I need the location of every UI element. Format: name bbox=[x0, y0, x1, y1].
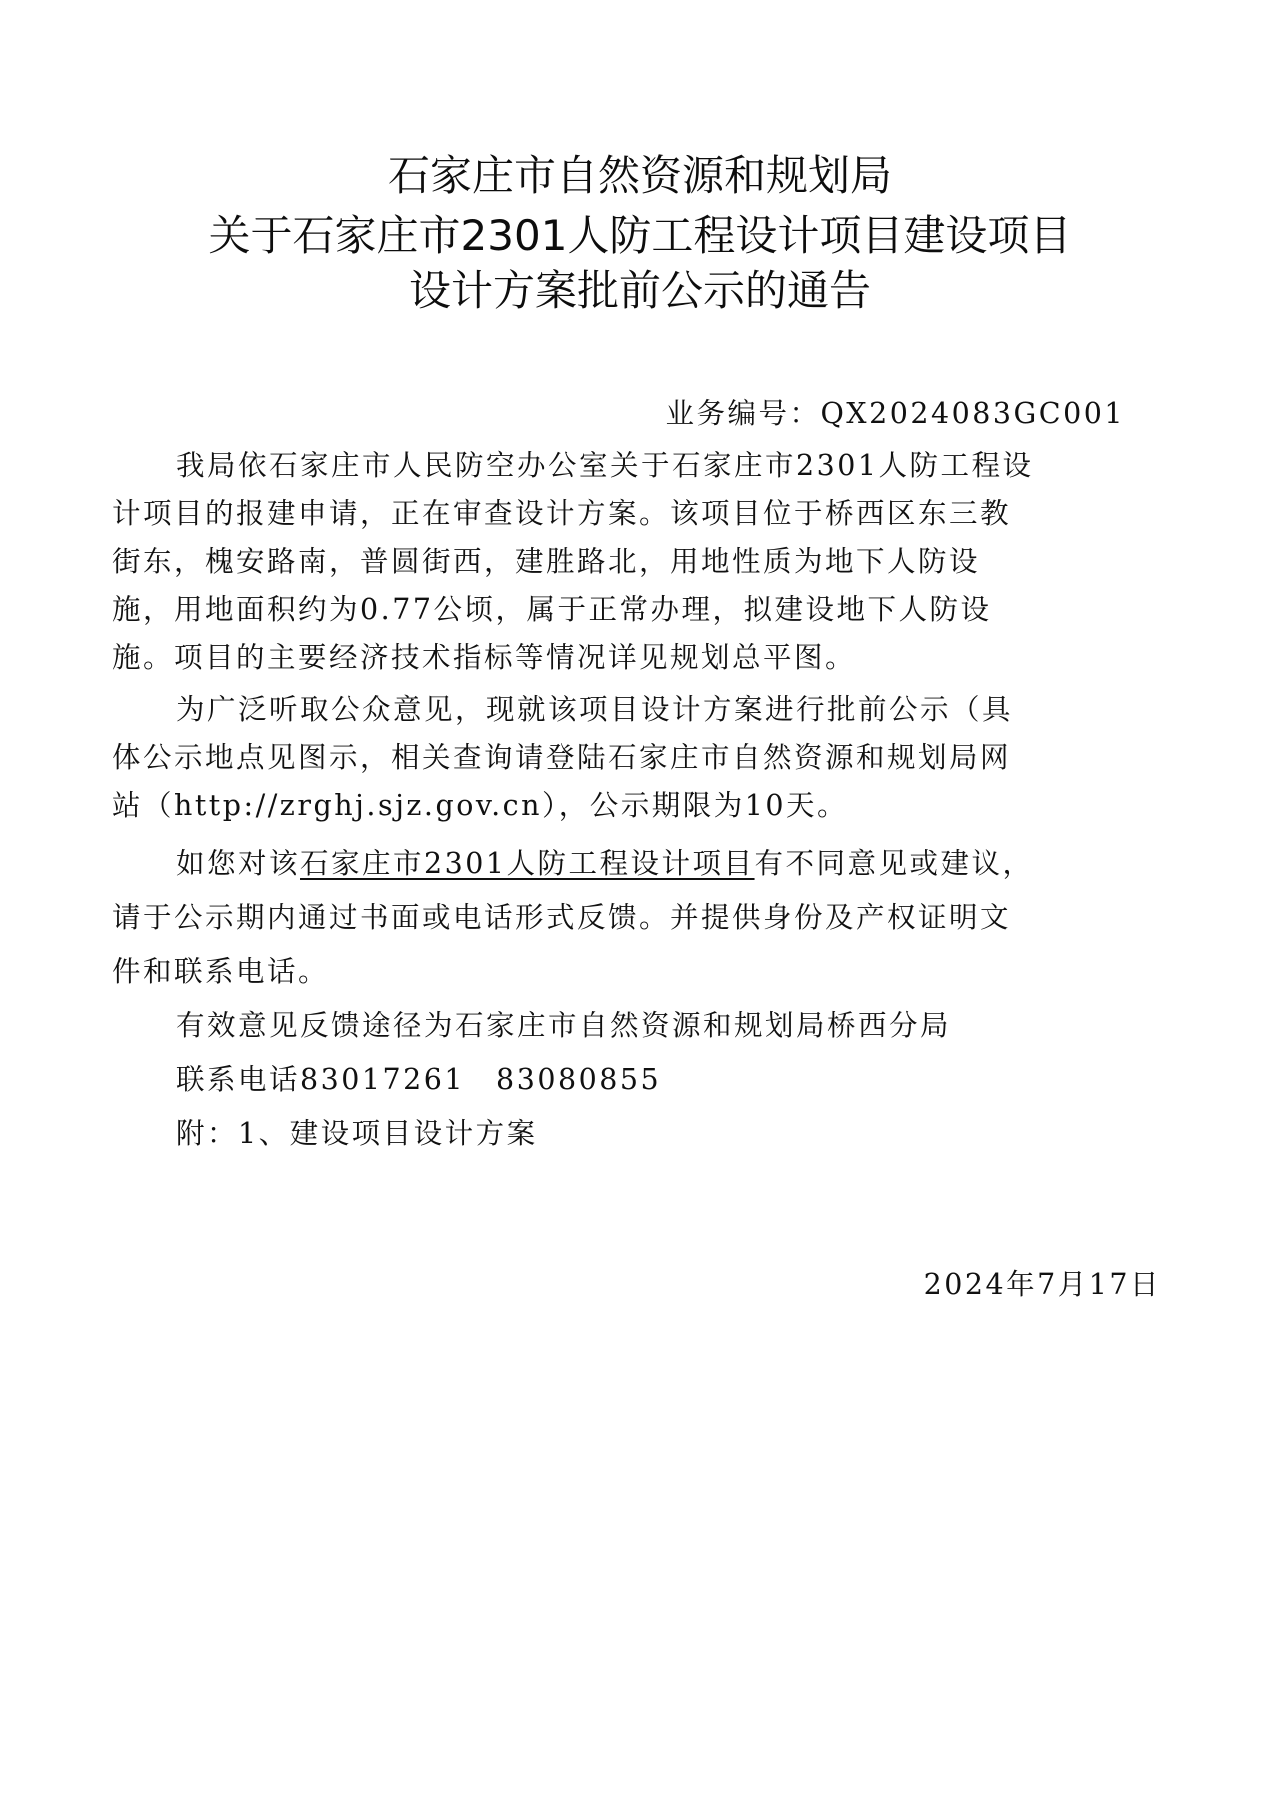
document-title-line-2: 关于石家庄市2301人防工程设计项目建设项目 bbox=[208, 211, 1072, 260]
paragraph-line: 计项目的报建申请，正在审查设计方案。该项目位于桥西区东三教 bbox=[112, 497, 1012, 530]
document-title-line-1: 石家庄市自然资源和规划局 bbox=[387, 151, 892, 200]
text-suffix: 有不同意见或建议， bbox=[754, 847, 1034, 880]
paragraph-line bbox=[176, 847, 1280, 881]
paragraph-line: 施。项目的主要经济技术指标等情况详见规划总平图。 bbox=[112, 641, 857, 674]
paragraph-line: 请于公示期内通过书面或电话形式反馈。并提供身份及产权证明文 bbox=[112, 901, 1012, 934]
paragraph-line: 为广泛听取公众意见，现就该项目设计方案进行批前公示（具 bbox=[176, 693, 1014, 726]
paragraph-line: 街东，槐安路南，普圆街西，建胜路北，用地性质为地下人防设 bbox=[112, 545, 981, 578]
paragraph-line: 件和联系电话。 bbox=[112, 955, 330, 988]
contact-phone: 联系电话83017261 83080855 bbox=[176, 1063, 662, 1096]
paragraph-line: 站（http://zrghj.sjz.gov.cn），公示期限为10天。 bbox=[112, 789, 848, 822]
paragraph-line: 我局依石家庄市人民防空办公室关于石家庄市2301人防工程设 bbox=[176, 449, 1034, 482]
document-date: 2024年7月17日 bbox=[923, 1268, 1161, 1301]
paragraph-line: 体公示地点见图示，相关查询请登陆石家庄市自然资源和规划局网 bbox=[112, 741, 1012, 774]
feedback-channel: 有效意见反馈途径为石家庄市自然资源和规划局桥西分局 bbox=[176, 1009, 952, 1042]
document-title-line-3: 设计方案批前公示的通告 bbox=[408, 266, 871, 315]
paragraph-line: 施，用地面积约为0.77公顷，属于正常办理，拟建设地下人防设 bbox=[112, 593, 992, 626]
business-number: 业务编号：QX2024083GC001 bbox=[665, 397, 1125, 430]
project-name-underlined: 石家庄市2301人防工程设计项目 bbox=[300, 847, 755, 880]
text-prefix: 如您对该 bbox=[176, 847, 301, 880]
attachment-note: 附：1、建设项目设计方案 bbox=[176, 1117, 538, 1150]
